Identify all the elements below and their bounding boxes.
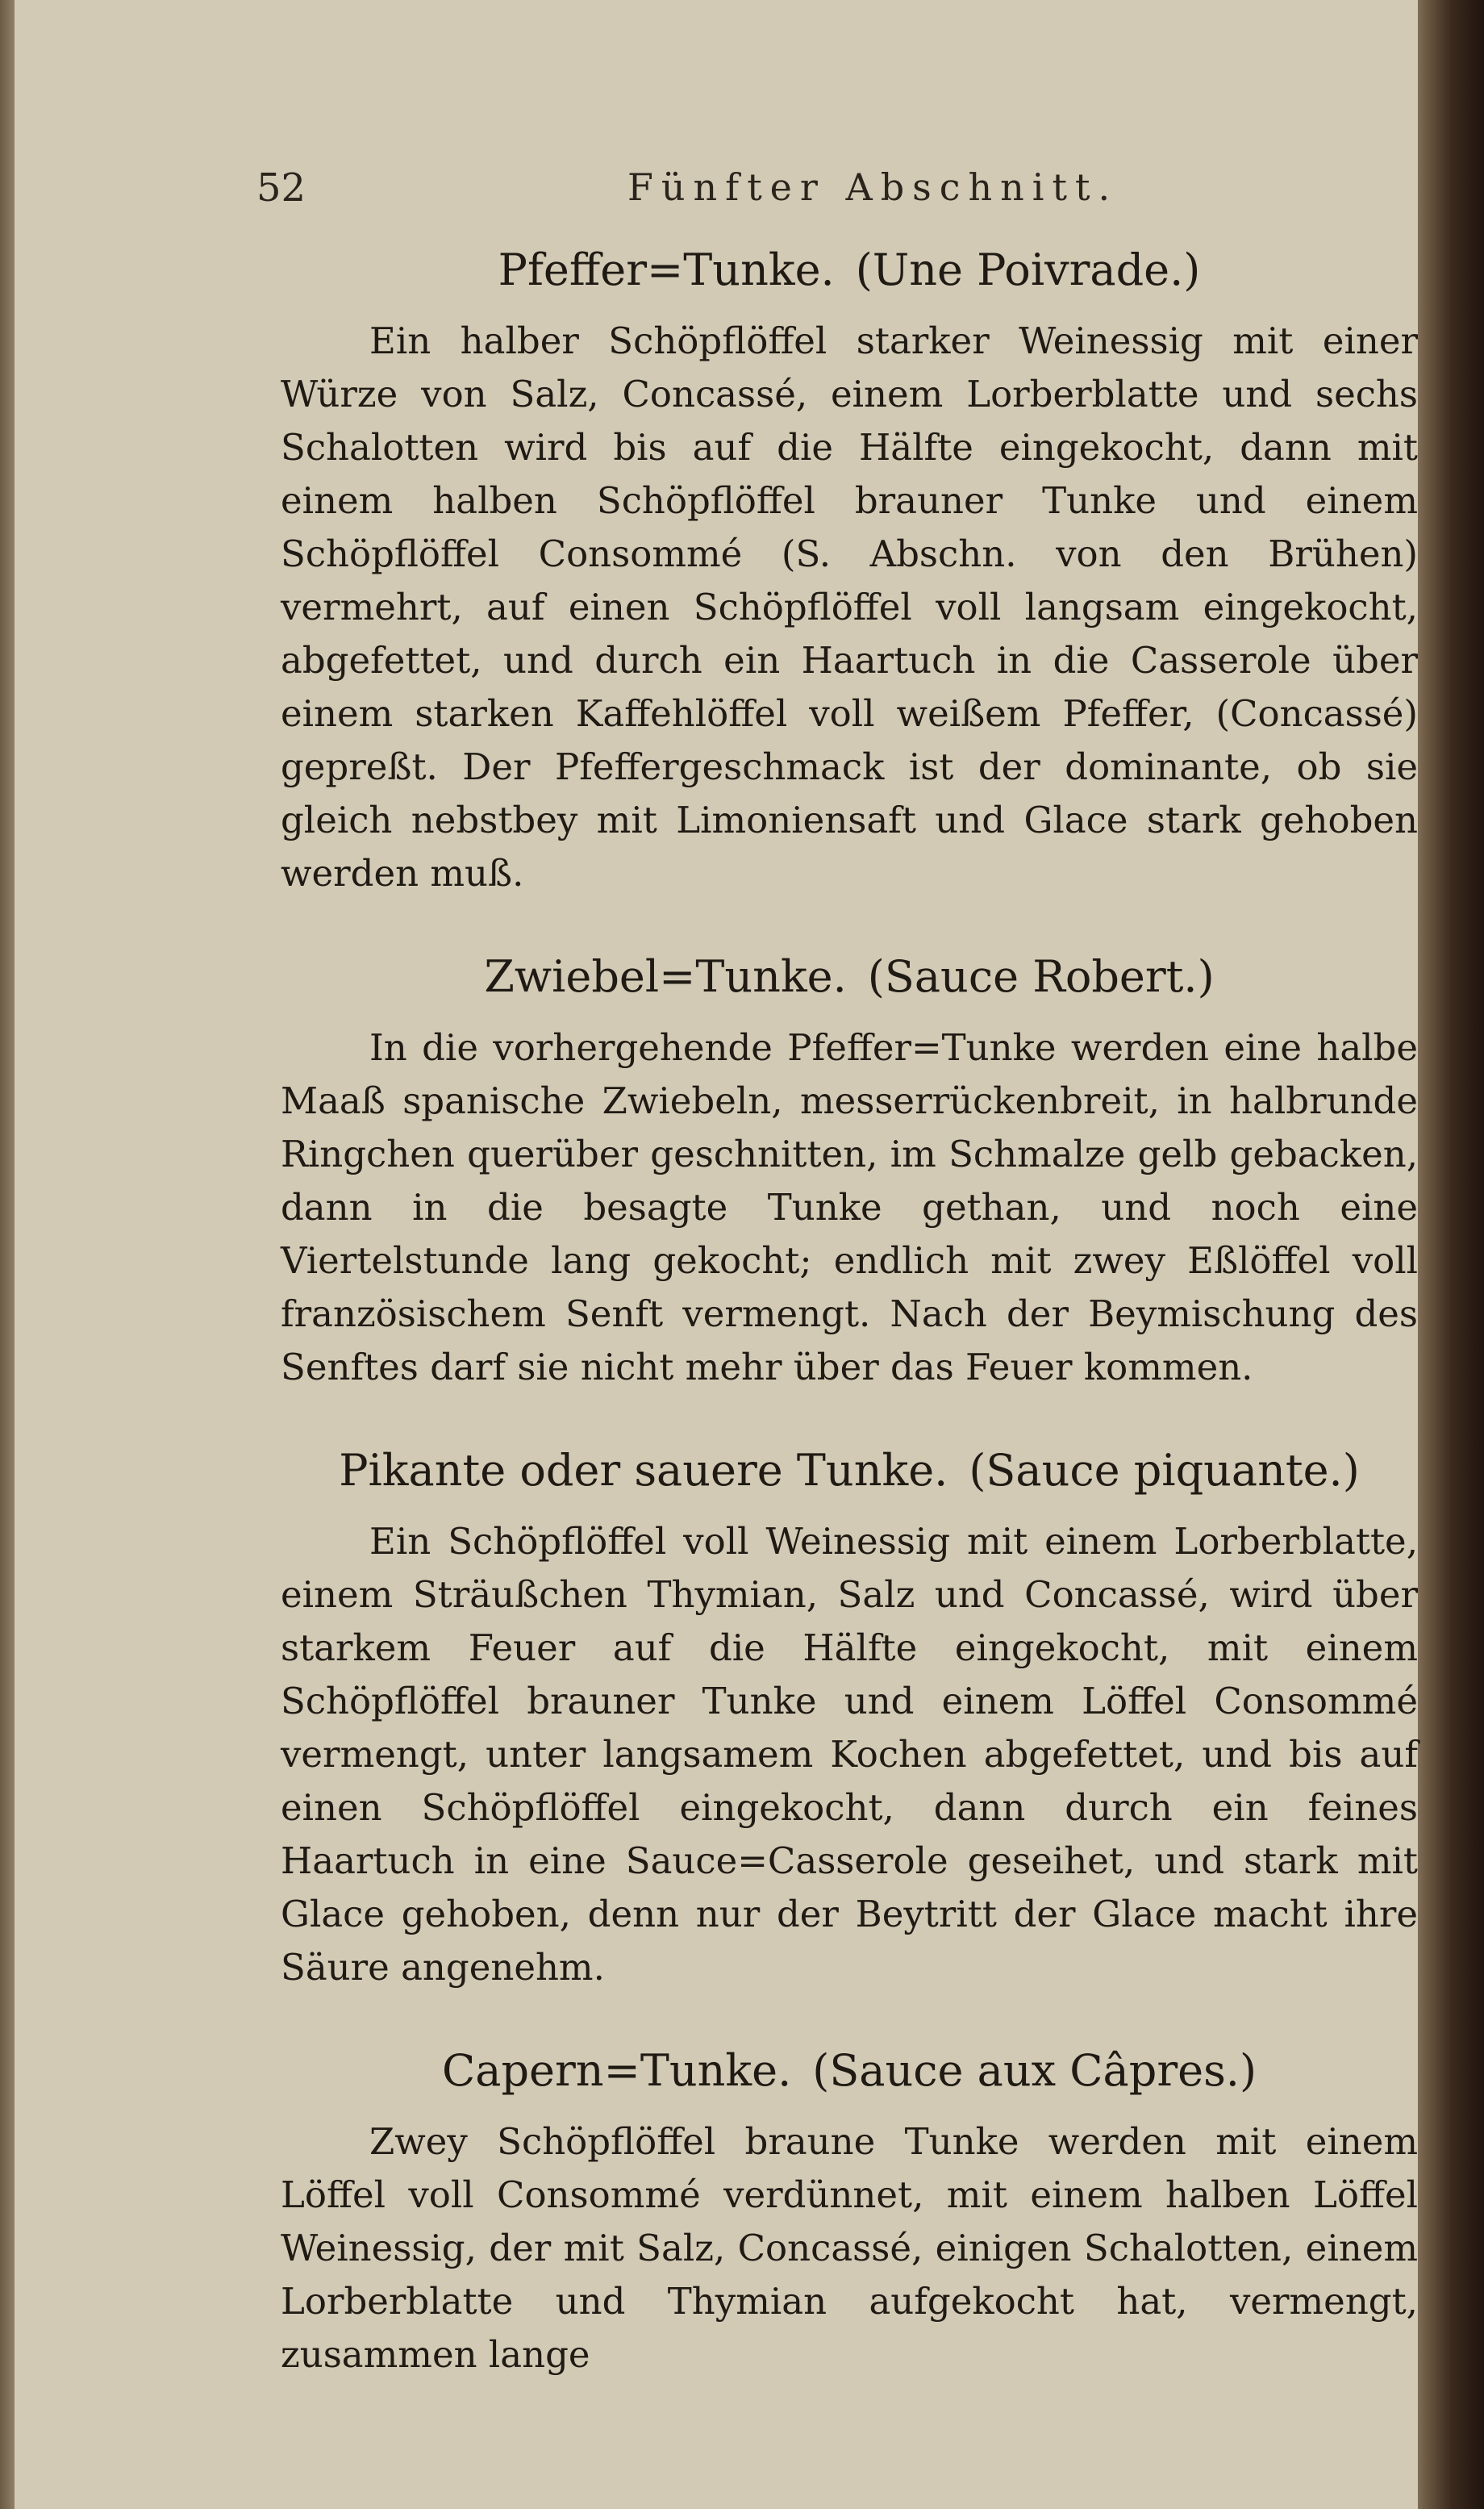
book-page [15,0,1418,2509]
recipe-heading [281,1426,1418,1515]
recipe-zwiebel-tunke [281,933,1418,1394]
page-number: 52 [256,165,306,211]
recipe-title-french: (Sauce Robert.) [867,951,1215,1002]
recipe-pikante-tunke [281,1426,1418,1994]
recipe-capern-tunke [281,2027,1418,2382]
page-content [281,226,1418,2414]
recipe-pfeffer-tunke [281,226,1418,900]
running-head [256,165,1418,222]
recipe-title-french: (Sauce aux Câpres.) [812,2045,1257,2096]
recipe-body: Zwey Schöpflöffel braune Tunke werden mit einem Löffel voll Consommé verdünnet, mit einem halben Löffel Weinessig, der mit Salz, Concassé, einigen Schalotten, einem Lorberblatte und Thymian aufgekocht hat, vermengt, zusammen lange [281,2120,1418,2376]
recipe-title: Pikante oder sauere Tunke. [339,1445,948,1496]
recipe-heading [281,933,1418,1021]
recipe-heading [281,226,1418,315]
recipe-body: Ein Schöpflöffel voll Weinessig mit einem Lorberblatte, einem Sträußchen Thymian, Salz und Concassé, wird über starkem Feuer auf die Hälfte eingekocht, mit einem Schöpflöffel brauner Tunke und einem Löffel Consommé vermengt, unter langsamem Kochen abgefettet, und bis auf einen Schöpflöffel eingekocht, dann durch ein feines Haartuch in eine Sauce=Casserole geseihet, und stark mit Glace gehoben, denn nur der Beytritt der Glace macht ihre Säure angenehm. [281,1520,1418,1989]
recipe-title-french: (Sauce piquante.) [969,1445,1360,1496]
recipe-heading [281,2027,1418,2115]
recipe-title-french: (Une Poivrade.) [855,244,1201,295]
recipe-body: In die vorhergehende Pfeffer=Tunke werden eine halbe Maaß spanische Zwiebeln, messerrückenbreit, in halbrunde Ringchen querüber geschnitten, im Schmalze gelb gebacken, dann in die besagte Tunke gethan, und noch eine Viertelstunde lang gekocht; endlich mit zwey Eßlöffel voll französischem Senft vermengt. Nach der Beymischung des Senftes darf sie nicht mehr über das Feuer kommen. [281,1026,1418,1388]
recipe-title: Pfeffer=Tunke. [498,244,835,295]
section-title: Fünfter Abschnitt. [627,165,1119,209]
recipe-body: Ein halber Schöpflöffel starker Weinessig mit einer Würze von Salz, Concassé, einem Lorberblatte und sechs Schalotten wird bis auf die Hälfte eingekocht, dann mit einem halben Schöpflöffel brauner Tunke und einem Schöpflöffel Consommé (S. Abschn. von den Brühen) vermehrt, auf einen Schöpflöffel voll langsam eingekocht, abgefettet, und durch ein Haartuch in die Casserole über einem starken Kaffehlöffel voll weißem Pfeffer, (Concassé) gepreßt. Der Pfeffergeschmack ist der dominante, ob sie gleich nebstbey mit Limoniensaft und Glace stark gehoben werden muß. [281,319,1418,895]
recipe-title: Capern=Tunke. [441,2045,792,2096]
recipe-title: Zwiebel=Tunke. [484,951,847,1002]
